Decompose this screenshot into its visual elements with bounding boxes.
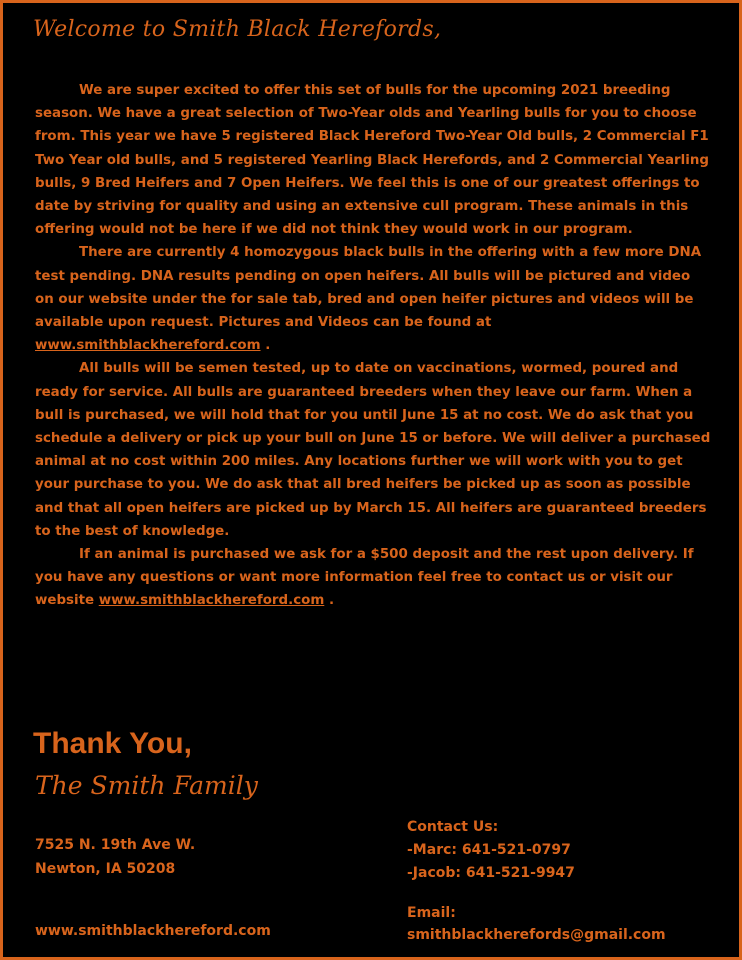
contact-title: Contact Us: xyxy=(407,819,499,835)
paragraph-deposit xyxy=(35,543,713,613)
email-address[interactable]: smithblackherefords@gmail.com xyxy=(407,927,666,943)
website-link-2[interactable]: www.smithblackhereford.com xyxy=(98,593,325,609)
offering-letter xyxy=(35,79,713,613)
contact-jacob-phone[interactable]: -Jacob: 641-521-9947 xyxy=(407,865,575,881)
paragraph-dna-text: There are currently 4 homozygous black bulls in the offering with a few more DNA test pending. DNA results pending on open heifers. All bulls will be pictured and video on our website under the for sale tab, bred and open heifer pictures and videos will be available upon request. Pictures and Videos can be found at xyxy=(35,245,702,331)
paragraph-guarantee xyxy=(35,357,713,543)
paragraph-deposit-text: If an animal is purchased we ask for a $500 deposit and the rest upon delivery. If you have any questions or want more information feel free to contact us or visit our website xyxy=(35,547,694,609)
signature-family: The Smith Family xyxy=(35,771,258,800)
website-link-1[interactable]: www.smithblackhereford.com xyxy=(35,338,261,354)
paragraph-guarantee-text: All bulls will be semen tested, up to date on vaccinations, wormed, poured and ready for service. All bulls are guaranteed breeders when they leave our farm. When a bull is purchased, we will hold that for you until June 15 at no cost. We do ask that you schedule a delivery or pick up your bull on June 15 or before. We will deliver a purchased animal at no cost within 200 miles. Any locations further we will work with you to get your purchase to you. We do ask that all bred heifers be picked up as soon as possible and that all open heifers are picked up by March 15. All heifers are guaranteed breeders to the best of knowledge. xyxy=(35,361,711,539)
thank-you-heading: Thank You, xyxy=(33,727,192,760)
paragraph-deposit-end: . xyxy=(324,593,335,609)
paragraph-dna xyxy=(35,241,713,357)
email-title: Email: xyxy=(407,905,456,921)
paragraph-offering xyxy=(35,79,713,241)
welcome-heading: Welcome to Smith Black Herefords, xyxy=(33,17,442,42)
paragraph-offering-text: We are super excited to offer this set of bulls for the upcoming 2021 breeding season. We have a great selection of Two-Year olds and Yearling bulls for you to choose from. This year we have 5 registered Black Hereford Two-Year Old bulls, 2 Commercial F1 Two Year old bulls, and 5 registered Yearling Black Herefords, and 2 Commercial Yearling bulls, 9 Bred Heifers and 7 Open Heifers. We feel this is one of our greatest offerings to date by striving for quality and using an extensive cull program. These animals in this offering would not be here if we did not think they would work in our program. xyxy=(35,83,709,238)
address-city: Newton, IA 50208 xyxy=(35,861,176,877)
paragraph-dna-end: . xyxy=(260,338,271,354)
contact-marc-phone[interactable]: -Marc: 641-521-0797 xyxy=(407,842,571,858)
footer-website[interactable]: www.smithblackhereford.com xyxy=(35,923,271,939)
address-street: 7525 N. 19th Ave W. xyxy=(35,837,196,853)
